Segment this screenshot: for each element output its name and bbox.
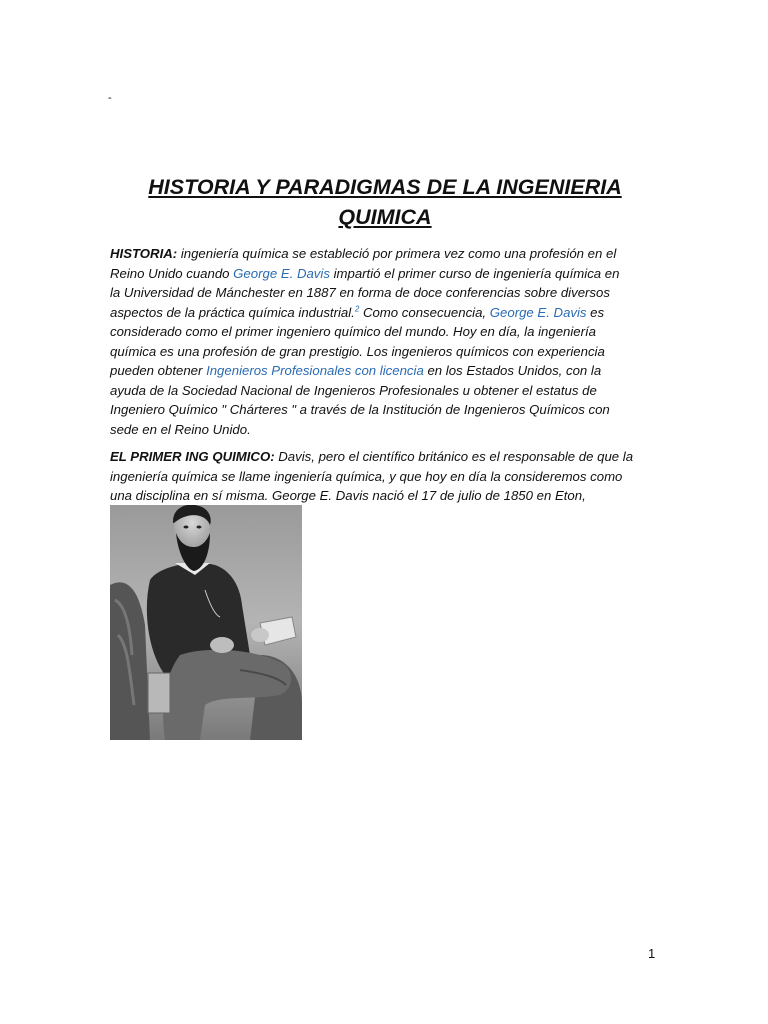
historia-lead: HISTORIA:	[110, 246, 178, 261]
primer-ing-paragraph	[110, 447, 658, 506]
historia-paragraph	[110, 244, 658, 439]
historia-text-8: ayuda de la Sociedad Nacional de Ingenieros Profesionales u obtener el estatus de	[110, 382, 597, 398]
primer-ing-text-2: ingeniería química se llame ingeniería química, y que hoy en día la consideremos como	[110, 468, 623, 484]
historia-text-7a: pueden obtener	[110, 363, 207, 378]
historia-text-1: ingeniería química se estableció por primera vez como una profesión en el	[177, 246, 617, 261]
historia-text-4a: aspectos de la práctica química industrial.	[110, 304, 355, 320]
historia-text-3: la Universidad de Mánchester en 1887 en forma de doce conferencias sobre diversos	[110, 285, 610, 300]
historia-text-9: Ingeniero Químico " Chárteres " a través de la Institución de Ingenieros Químicos con	[110, 402, 610, 417]
primer-ing-text-3: una disciplina en sí misma. George E. Davis nació el 17 de julio de 1850 en Eton,	[110, 488, 586, 503]
link-ingenieros-profesionales[interactable]: Ingenieros Profesionales con licencia	[206, 363, 424, 378]
historia-text-10: sede en el Reino Unido.	[110, 421, 251, 437]
historia-text-2a: Reino Unido cuando	[110, 265, 234, 281]
historia-text-2b: impartió el primer curso de ingeniería química en	[329, 265, 620, 281]
primer-ing-text-1: Davis, pero el científico británico es el responsable de que la	[274, 449, 634, 464]
portrait-illustration	[110, 505, 302, 740]
title-line-1: HISTORIA Y PARADIGMAS DE LA INGENIERIA	[148, 175, 622, 199]
stray-mark: -	[108, 92, 112, 104]
historia-text-4c: es	[586, 304, 605, 320]
historia-text-7b: en los Estados Unidos, con la	[423, 363, 602, 378]
document-title	[110, 172, 660, 232]
title-line-2: QUIMICA	[338, 205, 432, 229]
historia-text-4b: Como consecuencia,	[359, 304, 490, 320]
portrait-photo	[110, 505, 302, 740]
link-george-davis-1[interactable]: George E. Davis	[233, 265, 330, 281]
historia-text-5: considerado como el primer ingeniero químico del mundo. Hoy en día, la ingeniería	[110, 324, 597, 339]
footnote-ref[interactable]: 2	[354, 304, 360, 314]
primer-ing-lead: EL PRIMER ING QUIMICO:	[110, 449, 275, 464]
page-number: 1	[648, 946, 656, 961]
link-george-davis-2[interactable]: George E. Davis	[489, 304, 587, 320]
historia-text-6: química es una profesión de gran prestigio. Los ingenieros químicos con experiencia	[110, 343, 605, 359]
